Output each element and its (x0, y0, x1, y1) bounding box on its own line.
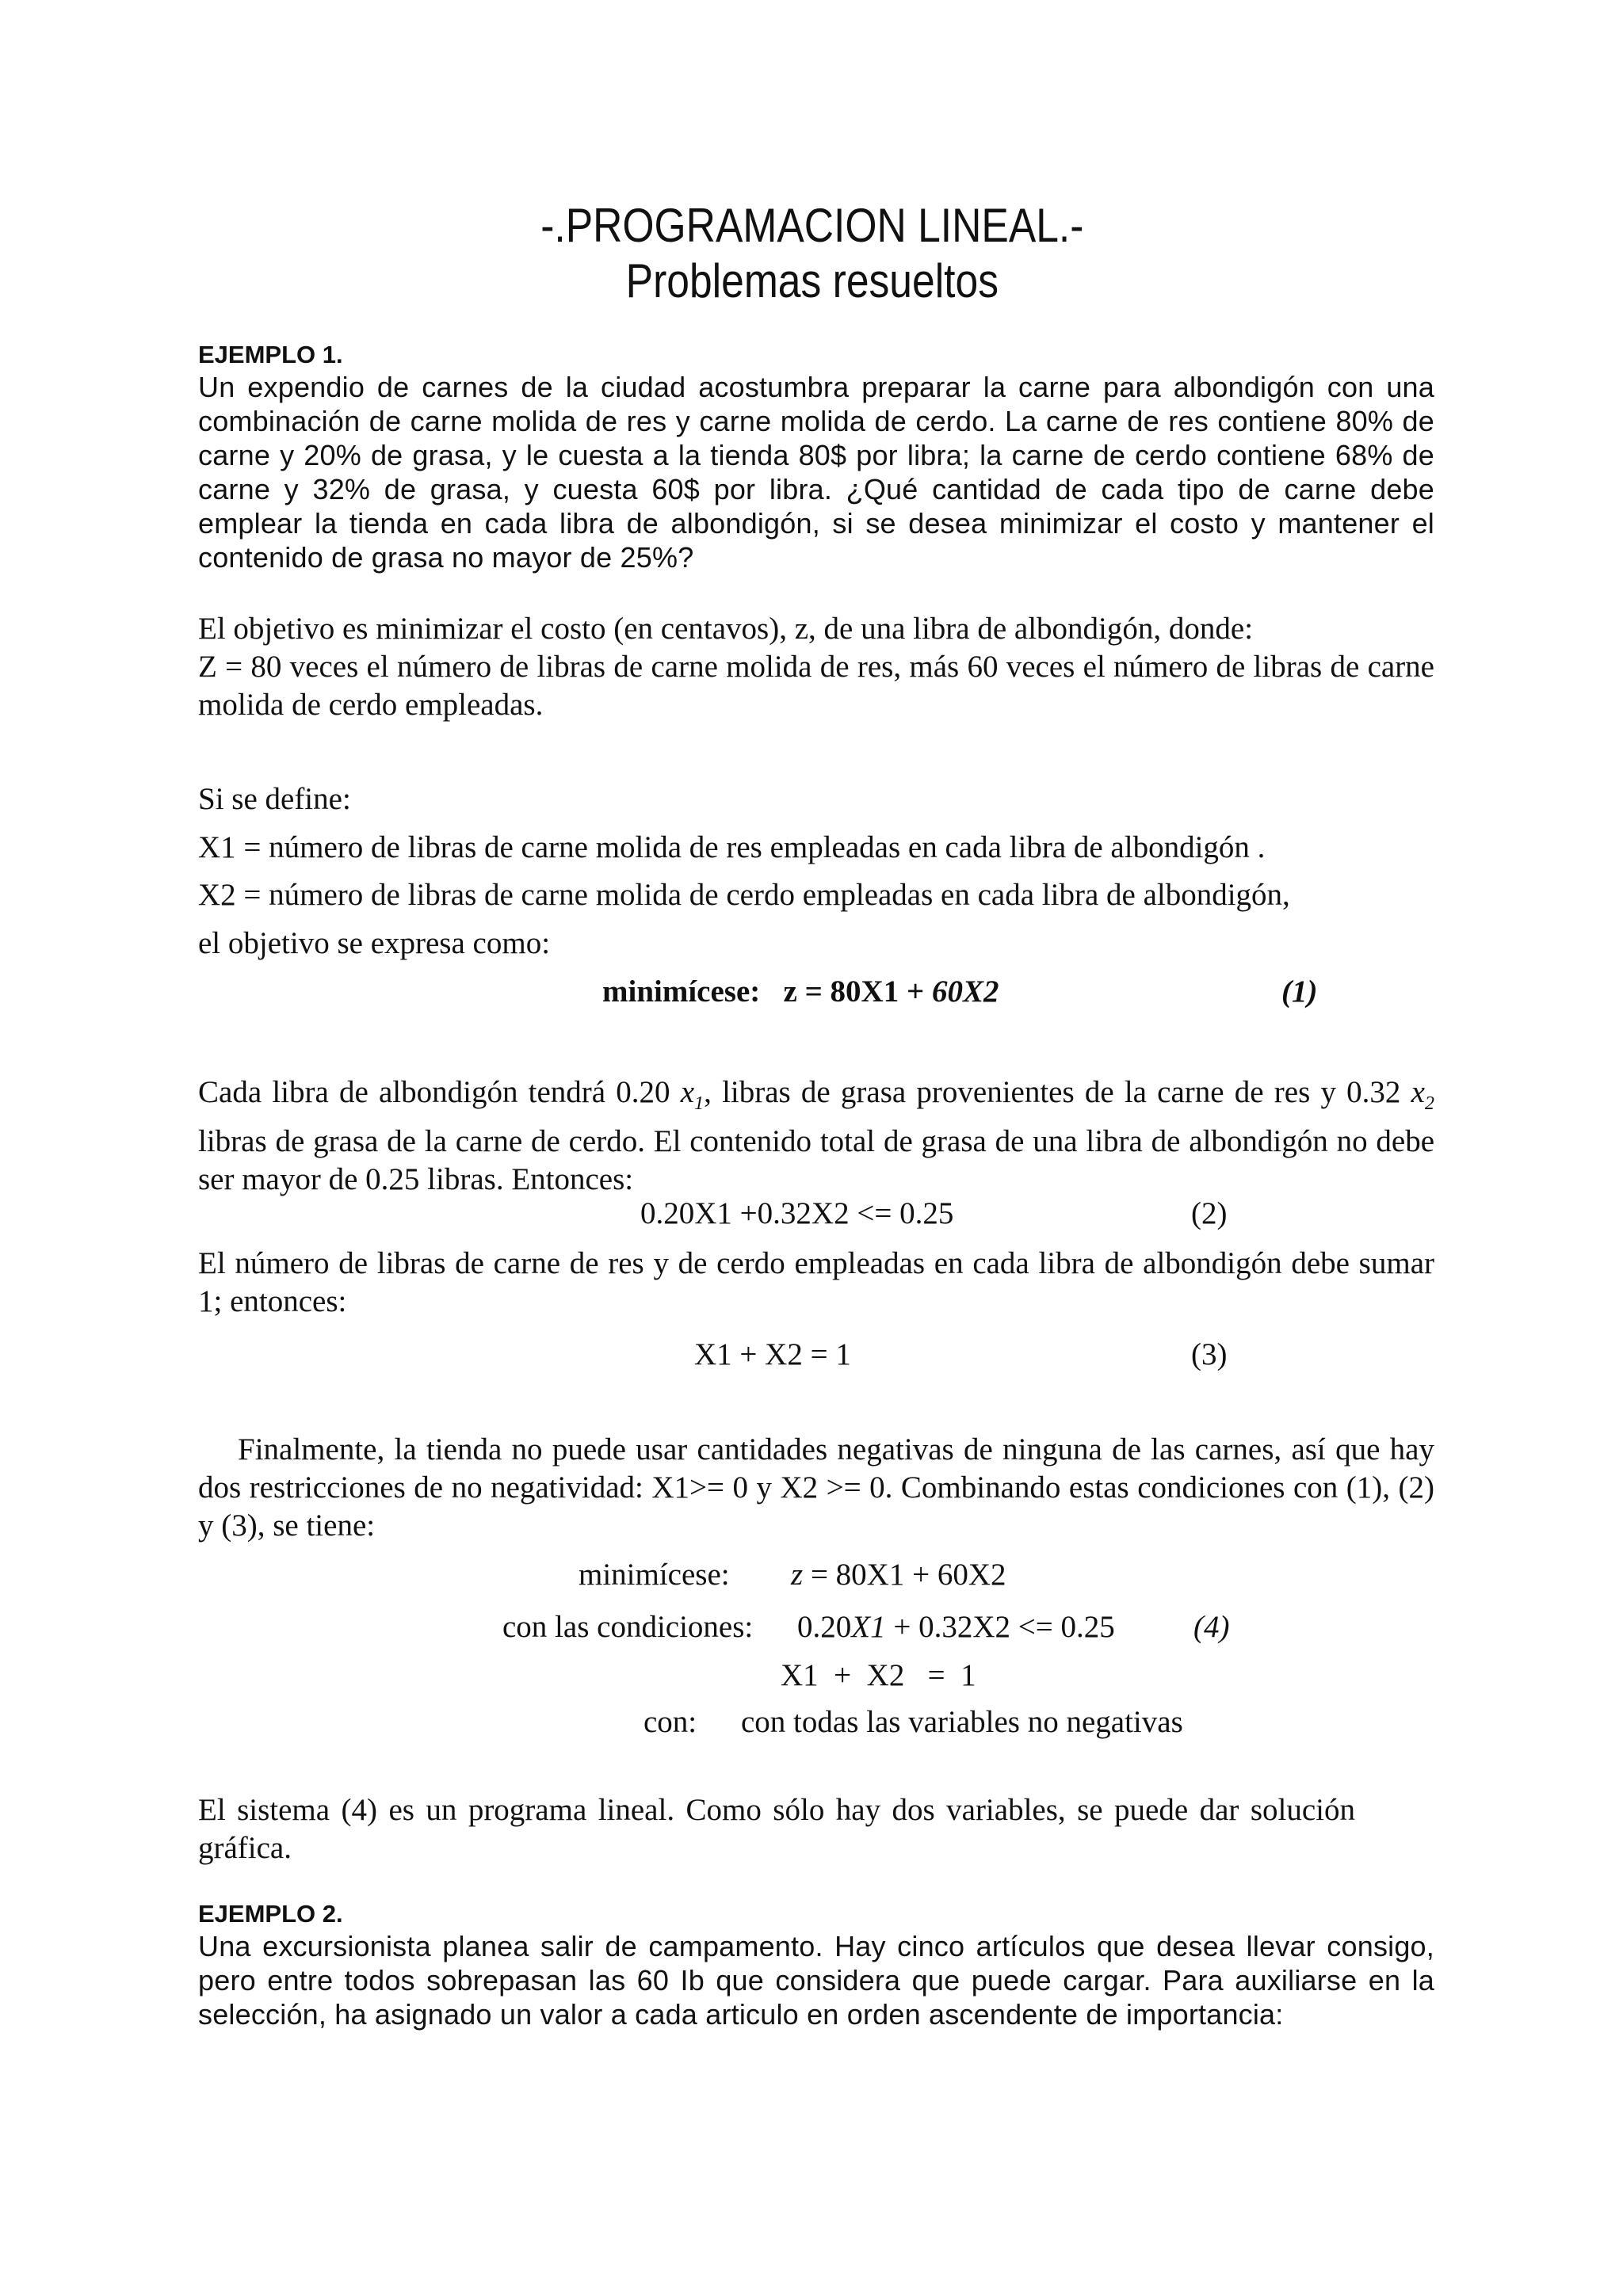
fat-text-part-3: libras de grasa de la carne de cerdo. El contenido total de grasa de una libra de albondigón no debe ser mayor de 0.25 libras. Entonces: (198, 1123, 1434, 1196)
x2-subscript: 2 (1424, 1092, 1434, 1114)
system-objective (791, 1556, 1006, 1594)
equation-1 (602, 973, 999, 1011)
objective-intro: El objetivo es minimizar el costo (en centavos), z, de una libra de albondigón, donde: (198, 612, 1254, 646)
fat-text-part-2: , libras de grasa provenientes de la carne de res y 0.32 (704, 1075, 1411, 1109)
system-objective-expr: = 80X1 + 60X2 (803, 1558, 1006, 1592)
sum-paragraph: El número de libras de carne de res y de cerdo empleadas en cada libra de albondigón debe sumar 1; entonces: (198, 1246, 1434, 1318)
system-constraint-b: X1 (851, 1610, 886, 1644)
equation-2: 0.20X1 +0.32X2 <= 0.25 (640, 1196, 954, 1230)
conclusion-paragraph: El sistema (4) es un programa lineal. Como sólo hay dos variables, se puede dar solución gráfica. (198, 1793, 1355, 1865)
equation-1-expr-a: z = 80X1 + (783, 974, 932, 1009)
ejemplo2-problem: Una excursionista planea salir de campamento. Hay cinco artículos que desea llevar consigo, pero entre todos sobrepasan las 60 Ib que considera que puede cargar. Para auxiliarse en la selección, ha asignado un valor a cada articulo en orden ascendente de importancia: (198, 1930, 1434, 2031)
define-label: Si se define: (198, 782, 351, 816)
system-min-label: minimícese: (579, 1558, 730, 1592)
equation-1-expr-b: 60X2 (931, 974, 999, 1009)
nonnegativity-paragraph: Finalmente, la tienda no puede usar cantidades negativas de ninguna de las carnes, así que hay dos restricciones de no negatividad: X1>= 0 y X2 >= 0. Combinando estas condiciones con (1), (2) y (3), se tiene: (198, 1432, 1434, 1543)
ejemplo2-heading: EJEMPLO 2. (198, 1900, 343, 1928)
system-constraint-a: 0.20 (797, 1610, 852, 1644)
objective-definition: Z = 80 veces el número de libras de carne molida de res, más 60 veces el número de libras de carne molida de cerdo empleadas. (198, 650, 1434, 722)
equation-1-label: minimícese: (602, 974, 761, 1009)
document-title (114, 198, 1510, 309)
system-equality: X1 + X2 = 1 (781, 1658, 976, 1692)
system-con-label: con: (643, 1705, 697, 1739)
objective-paragraph (198, 610, 1434, 724)
ejemplo1-heading: EJEMPLO 1. (198, 341, 343, 368)
x1-definition: X1 = número de libras de carne molida de res empleadas en cada libra de albondigón . (198, 830, 1266, 864)
x1-variable: x (680, 1075, 695, 1109)
equation-3: X1 + X2 = 1 (694, 1337, 851, 1371)
x1-subscript: 1 (694, 1092, 705, 1114)
fat-text-part-1: Cada libra de albondigón tendrá 0.20 (198, 1075, 681, 1109)
system-nonnegative: con todas las variables no negativas (741, 1705, 1183, 1739)
title-line-1: -.PROGRAMACION LINEAL.- (540, 199, 1084, 252)
ejemplo1-problem: Un expendio de carnes de la ciudad acostumbra preparar la carne para albondigón con una combinación de carne molida de res y carne molida de cerdo. La carne de res contiene 80% de carne y 20% de grasa, y le cuesta a la tienda 80$ por libra; la carne de cerdo contiene 68% de carne y 32% de grasa, y cuesta 60$ por libra. ¿Qué cantidad de cada tipo de carne debe emplear la tienda en cada libra de albondigón, si se desea minimizar el costo y mantener el contenido de grasa no mayor de 25%? (198, 371, 1434, 574)
system-constraint-c: + 0.32X2 <= 0.25 (885, 1610, 1115, 1644)
equation-3-number: (3) (1191, 1337, 1228, 1371)
system-z: z (791, 1558, 804, 1592)
title-line-2: Problemas resueltos (625, 254, 999, 307)
objective-expression-label: el objetivo se expresa como: (198, 926, 551, 960)
fat-content-paragraph (198, 1074, 1434, 1199)
x2-variable: x (1411, 1075, 1425, 1109)
equation-2-number: (2) (1191, 1196, 1228, 1230)
equation-1-number: (1) (1281, 974, 1318, 1009)
system-conditions-label: con las condiciones: (502, 1610, 754, 1644)
system-number: (4) (1193, 1610, 1230, 1644)
system-constraint (797, 1608, 1115, 1646)
x2-definition: X2 = número de libras de carne molida de cerdo empleadas en cada libra de albondigón, (198, 878, 1290, 912)
